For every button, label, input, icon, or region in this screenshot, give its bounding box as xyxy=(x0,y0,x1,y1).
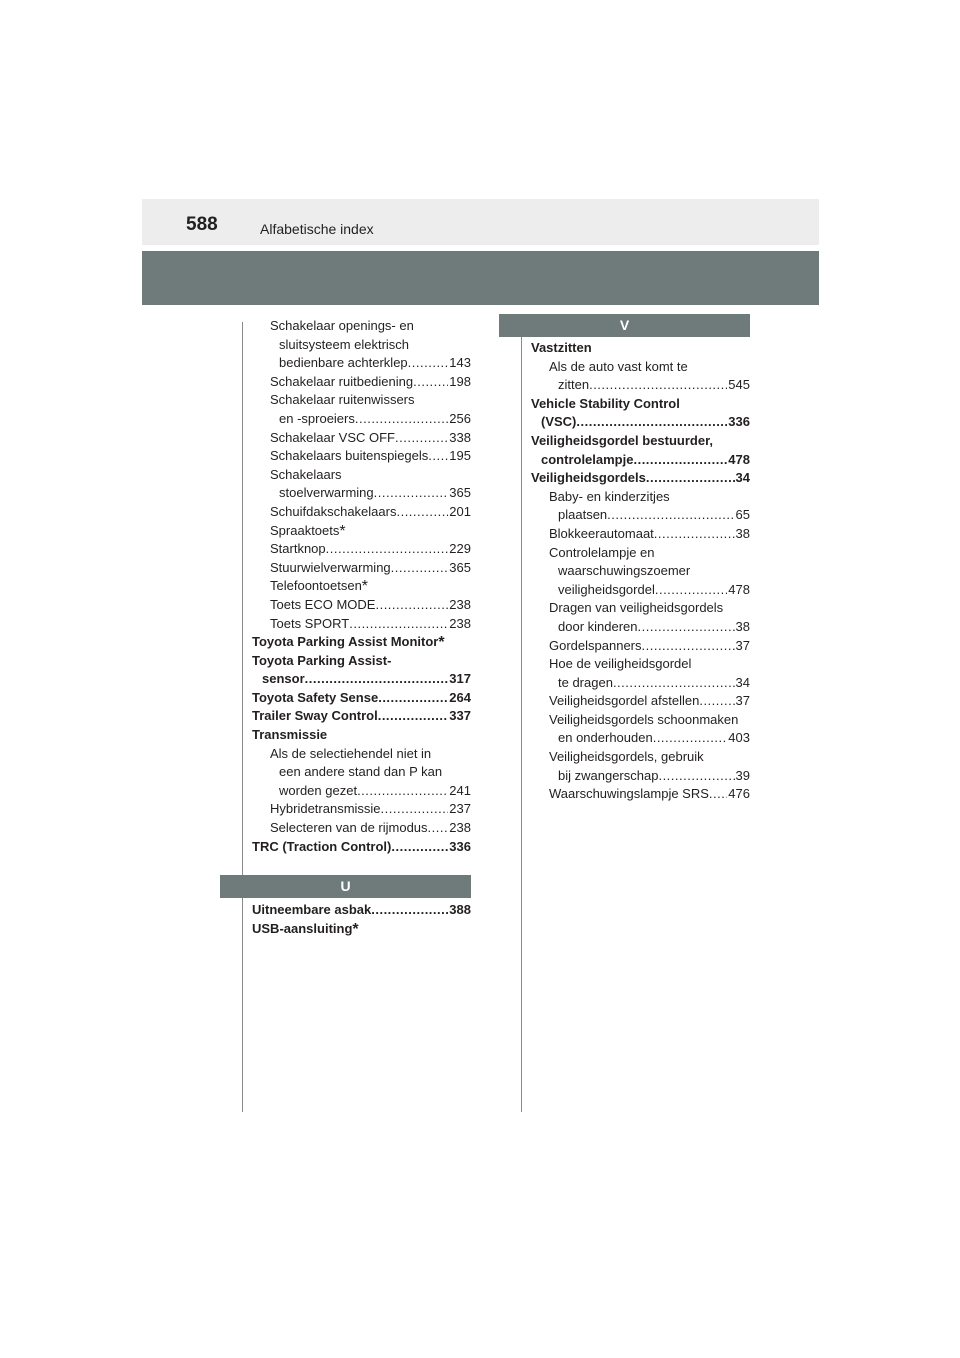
dot-leader xyxy=(374,484,449,503)
entry-text: stoelverwarming xyxy=(279,485,374,501)
page-ref: 143 xyxy=(449,355,471,371)
dot-leader xyxy=(613,674,735,693)
entry-row xyxy=(549,767,750,786)
left-column-rule xyxy=(242,322,243,1112)
entry-row xyxy=(531,413,750,432)
page-ref: 336 xyxy=(728,414,750,430)
page-ref: 476 xyxy=(728,786,750,802)
page-ref: 365 xyxy=(449,559,471,575)
index-entry xyxy=(252,800,471,819)
entry-row xyxy=(549,729,750,748)
entry-text: (VSC) xyxy=(541,414,577,430)
dot-leader xyxy=(646,469,735,488)
index-entry xyxy=(531,748,750,785)
page-ref: 238 xyxy=(449,820,471,836)
dot-leader xyxy=(396,503,448,522)
page-number: 588 xyxy=(186,214,218,235)
page-ref: 317 xyxy=(449,671,471,687)
entry-row: USB-aansluiting * xyxy=(252,920,359,938)
index-entry xyxy=(252,559,471,578)
entry-text: controlelampje xyxy=(541,451,634,467)
entry-row xyxy=(270,484,471,503)
dot-leader xyxy=(305,670,449,689)
index-entry xyxy=(252,707,471,726)
right-column-rule xyxy=(521,322,522,1112)
entry-line: Veiligheidsgordel bestuurder, xyxy=(531,432,714,448)
entry-row xyxy=(270,447,471,466)
page-ref: 545 xyxy=(728,377,750,393)
dot-leader xyxy=(349,615,448,634)
dot-leader xyxy=(642,637,735,656)
index-column-left xyxy=(252,317,471,856)
page-ref: 201 xyxy=(449,503,471,519)
entry-row xyxy=(270,354,471,373)
dot-leader xyxy=(654,525,735,544)
index-entry xyxy=(252,652,471,689)
dot-leader xyxy=(589,376,727,395)
index-entry xyxy=(531,488,750,525)
entry-text: sensor xyxy=(262,671,305,687)
index-entry xyxy=(252,577,471,596)
dot-leader xyxy=(658,767,734,786)
entry-text: Veiligheidsgordel afstellen xyxy=(549,693,700,709)
entry-row: Telefoontoetsen * xyxy=(270,578,369,596)
entry-text: Waarschuwingslampje SRS xyxy=(549,786,709,802)
entry-text: te dragen xyxy=(558,674,613,690)
entry-text: door kinderen xyxy=(558,618,638,634)
dot-leader xyxy=(378,689,448,708)
entry-line: sluitsysteem elektrisch xyxy=(279,336,410,352)
page-ref: 34 xyxy=(735,674,750,690)
page-ref: 338 xyxy=(449,429,471,445)
index-entry xyxy=(252,447,471,466)
entry-text: USB-aansluiting xyxy=(252,920,353,936)
dot-leader xyxy=(638,618,735,637)
entry-text: Uitneembare asbak xyxy=(252,902,372,917)
entry-text: Selecteren van de rijmodus xyxy=(270,820,428,836)
index-entry xyxy=(252,838,471,857)
page-ref: 38 xyxy=(735,618,750,634)
page-ref: 34 xyxy=(735,470,750,486)
page-ref: 256 xyxy=(449,410,471,426)
entry-line: Als de auto vast komt te xyxy=(549,358,688,374)
entry-row: Toyota Parking Assist Monitor * xyxy=(252,634,445,652)
dot-leader xyxy=(428,447,448,466)
index-entry xyxy=(252,503,471,522)
entry-text: Gordelspanners xyxy=(549,637,642,653)
page-ref: 365 xyxy=(449,485,471,501)
entry-row xyxy=(549,692,750,711)
entry-text: Veiligheidsgordels xyxy=(531,470,646,486)
index-entry xyxy=(252,466,471,503)
dot-leader xyxy=(391,559,449,578)
page-ref: 37 xyxy=(735,637,750,653)
entry-row xyxy=(270,615,471,634)
dot-leader xyxy=(607,506,734,525)
dot-leader xyxy=(355,410,448,429)
page-ref: 478 xyxy=(728,451,750,467)
entry-text: Startknop xyxy=(270,541,326,557)
index-section-u xyxy=(252,901,471,938)
page-ref: 38 xyxy=(735,525,750,541)
entry-row xyxy=(531,469,750,488)
index-entry xyxy=(252,391,471,428)
entry-row xyxy=(549,618,750,637)
index-entry xyxy=(531,637,750,656)
dot-leader xyxy=(326,540,449,559)
entry-line: Veiligheidsgordels, gebruik xyxy=(549,749,704,765)
entry-text: Stuurwielverwarming xyxy=(270,559,391,575)
entry-row xyxy=(270,782,471,801)
page-ref: 403 xyxy=(728,730,750,746)
entry-line: Schakelaar ruitenwissers xyxy=(270,392,415,408)
entry-line: Transmissie xyxy=(252,727,328,743)
index-entry xyxy=(252,373,471,392)
index-entry xyxy=(531,544,750,600)
entry-text: Spraaktoets xyxy=(270,522,340,538)
entry-line: Schakelaars xyxy=(270,466,342,482)
entry-text: bedienbare achterklep xyxy=(279,355,408,371)
page-ref: 229 xyxy=(449,541,471,557)
page-ref: 198 xyxy=(449,373,471,389)
entry-line: Veiligheidsgordels schoonmaken xyxy=(549,711,739,727)
entry-row xyxy=(270,559,471,578)
index-entry xyxy=(531,655,750,692)
entry-text: Hybridetransmissie xyxy=(270,801,381,817)
entry-row xyxy=(549,525,750,544)
entry-row xyxy=(270,800,471,819)
index-entry xyxy=(252,429,471,448)
page-ref: 241 xyxy=(449,782,471,798)
entry-text: Telefoontoetsen xyxy=(270,578,362,594)
page-ref: 264 xyxy=(449,689,471,705)
entry-text: Trailer Sway Control xyxy=(252,708,378,724)
dot-leader xyxy=(655,581,727,600)
dot-leader xyxy=(395,429,448,448)
index-entry xyxy=(252,540,471,559)
entry-row xyxy=(270,819,471,838)
entry-row xyxy=(549,674,750,693)
page-ref: 237 xyxy=(449,801,471,817)
entry-line: Vehicle Stability Control xyxy=(531,395,680,411)
entry-text: Schakelaar ruitbediening xyxy=(270,373,414,389)
header-dark-band xyxy=(142,251,819,305)
entry-text: Toets SPORT xyxy=(270,615,350,631)
entry-row xyxy=(252,670,471,689)
dot-leader xyxy=(408,354,449,373)
entry-row: Spraaktoets * xyxy=(270,522,346,540)
index-entry xyxy=(252,596,471,615)
header-band xyxy=(142,199,819,245)
entry-line: Als de selectiehendel niet in xyxy=(270,745,432,761)
entry-text: Schakelaars buitenspiegels xyxy=(270,448,429,464)
page-ref: 37 xyxy=(735,693,750,709)
entry-row xyxy=(270,503,471,522)
page-title: Alfabetische index xyxy=(260,221,374,237)
entry-line: Toyota Parking Assist- xyxy=(252,652,392,668)
index-entry xyxy=(531,432,750,469)
dot-leader xyxy=(381,800,449,819)
entry-line: Schakelaar openings- en xyxy=(270,318,414,333)
entry-text: bij zwangerschap xyxy=(558,767,659,783)
index-entry xyxy=(252,726,471,745)
dot-leader xyxy=(391,838,448,857)
entry-text: en -sproeiers xyxy=(279,410,355,426)
entry-text: Schakelaar VSC OFF xyxy=(270,429,395,445)
index-entry xyxy=(252,901,471,920)
index-entry xyxy=(252,745,471,801)
entry-line: een andere stand dan P kan xyxy=(279,764,443,780)
entry-row xyxy=(270,410,471,429)
page-ref: 65 xyxy=(735,507,750,523)
entry-line: Vastzitten xyxy=(531,340,592,355)
entry-text: Toyota Parking Assist Monitor xyxy=(252,634,439,650)
page-ref: 478 xyxy=(728,581,750,597)
entry-row xyxy=(549,785,750,804)
dot-leader xyxy=(428,819,449,838)
page-ref: 337 xyxy=(449,708,471,724)
index-entry xyxy=(531,339,750,358)
entry-row xyxy=(252,689,471,708)
index-entry xyxy=(531,711,750,748)
entry-row xyxy=(252,707,471,726)
entry-row xyxy=(252,838,471,857)
entry-text: zitten xyxy=(558,377,590,393)
index-entry xyxy=(531,692,750,711)
entry-text: worden gezet xyxy=(279,782,358,798)
dot-leader xyxy=(413,373,448,392)
dot-leader xyxy=(653,729,728,748)
dot-leader xyxy=(576,413,727,432)
index-entry xyxy=(531,358,750,395)
dot-leader xyxy=(371,901,448,920)
page-ref: 336 xyxy=(449,838,471,854)
section-letter-u: U xyxy=(220,875,471,898)
dot-leader xyxy=(378,707,449,726)
entry-row xyxy=(531,451,750,470)
entry-text: Toyota Safety Sense xyxy=(252,689,379,705)
entry-row xyxy=(270,596,471,615)
entry-text: en onderhouden xyxy=(558,730,653,746)
entry-row xyxy=(549,376,750,395)
index-entry xyxy=(252,317,471,373)
entry-line: Dragen van veiligheidsgordels xyxy=(549,600,724,616)
index-entry xyxy=(252,920,471,939)
entry-line: Controlelampje en xyxy=(549,544,655,560)
entry-row xyxy=(270,373,471,392)
index-entry xyxy=(531,785,750,804)
index-column-right xyxy=(531,339,750,804)
entry-row xyxy=(549,506,750,525)
index-entry xyxy=(531,469,750,488)
index-entry xyxy=(252,689,471,708)
entry-text: Schuifdakschakelaars xyxy=(270,503,397,519)
page-ref: 388 xyxy=(449,902,471,917)
index-entry xyxy=(531,395,750,432)
entry-line: Hoe de veiligheidsgordel xyxy=(549,656,692,672)
entry-text: Toets ECO MODE xyxy=(270,596,376,612)
page-ref: 195 xyxy=(449,448,471,464)
index-entry xyxy=(531,525,750,544)
index-entry xyxy=(252,633,471,652)
index-entry xyxy=(531,599,750,636)
index-entry xyxy=(252,615,471,634)
index-entry xyxy=(252,819,471,838)
entry-text: plaatsen xyxy=(558,507,608,523)
index-entry xyxy=(252,522,471,541)
entry-text: Blokkeerautomaat xyxy=(549,525,654,541)
entry-row xyxy=(549,637,750,656)
entry-row xyxy=(270,540,471,559)
entry-text: TRC (Traction Control) xyxy=(252,838,392,854)
section-letter-v: V xyxy=(499,314,750,337)
dot-leader xyxy=(357,782,448,801)
page-ref: 39 xyxy=(735,767,750,783)
entry-row xyxy=(252,901,471,920)
dot-leader xyxy=(709,785,727,804)
page-ref: 238 xyxy=(449,615,471,631)
entry-row xyxy=(549,581,750,600)
entry-row xyxy=(270,429,471,448)
entry-line: waarschuwingszoemer xyxy=(558,563,691,579)
entry-text: veiligheidsgordel xyxy=(558,581,655,597)
page-ref: 238 xyxy=(449,596,471,612)
entry-line: Baby- en kinderzitjes xyxy=(549,488,670,504)
dot-leader xyxy=(375,596,448,615)
dot-leader xyxy=(633,451,727,470)
dot-leader xyxy=(699,692,734,711)
